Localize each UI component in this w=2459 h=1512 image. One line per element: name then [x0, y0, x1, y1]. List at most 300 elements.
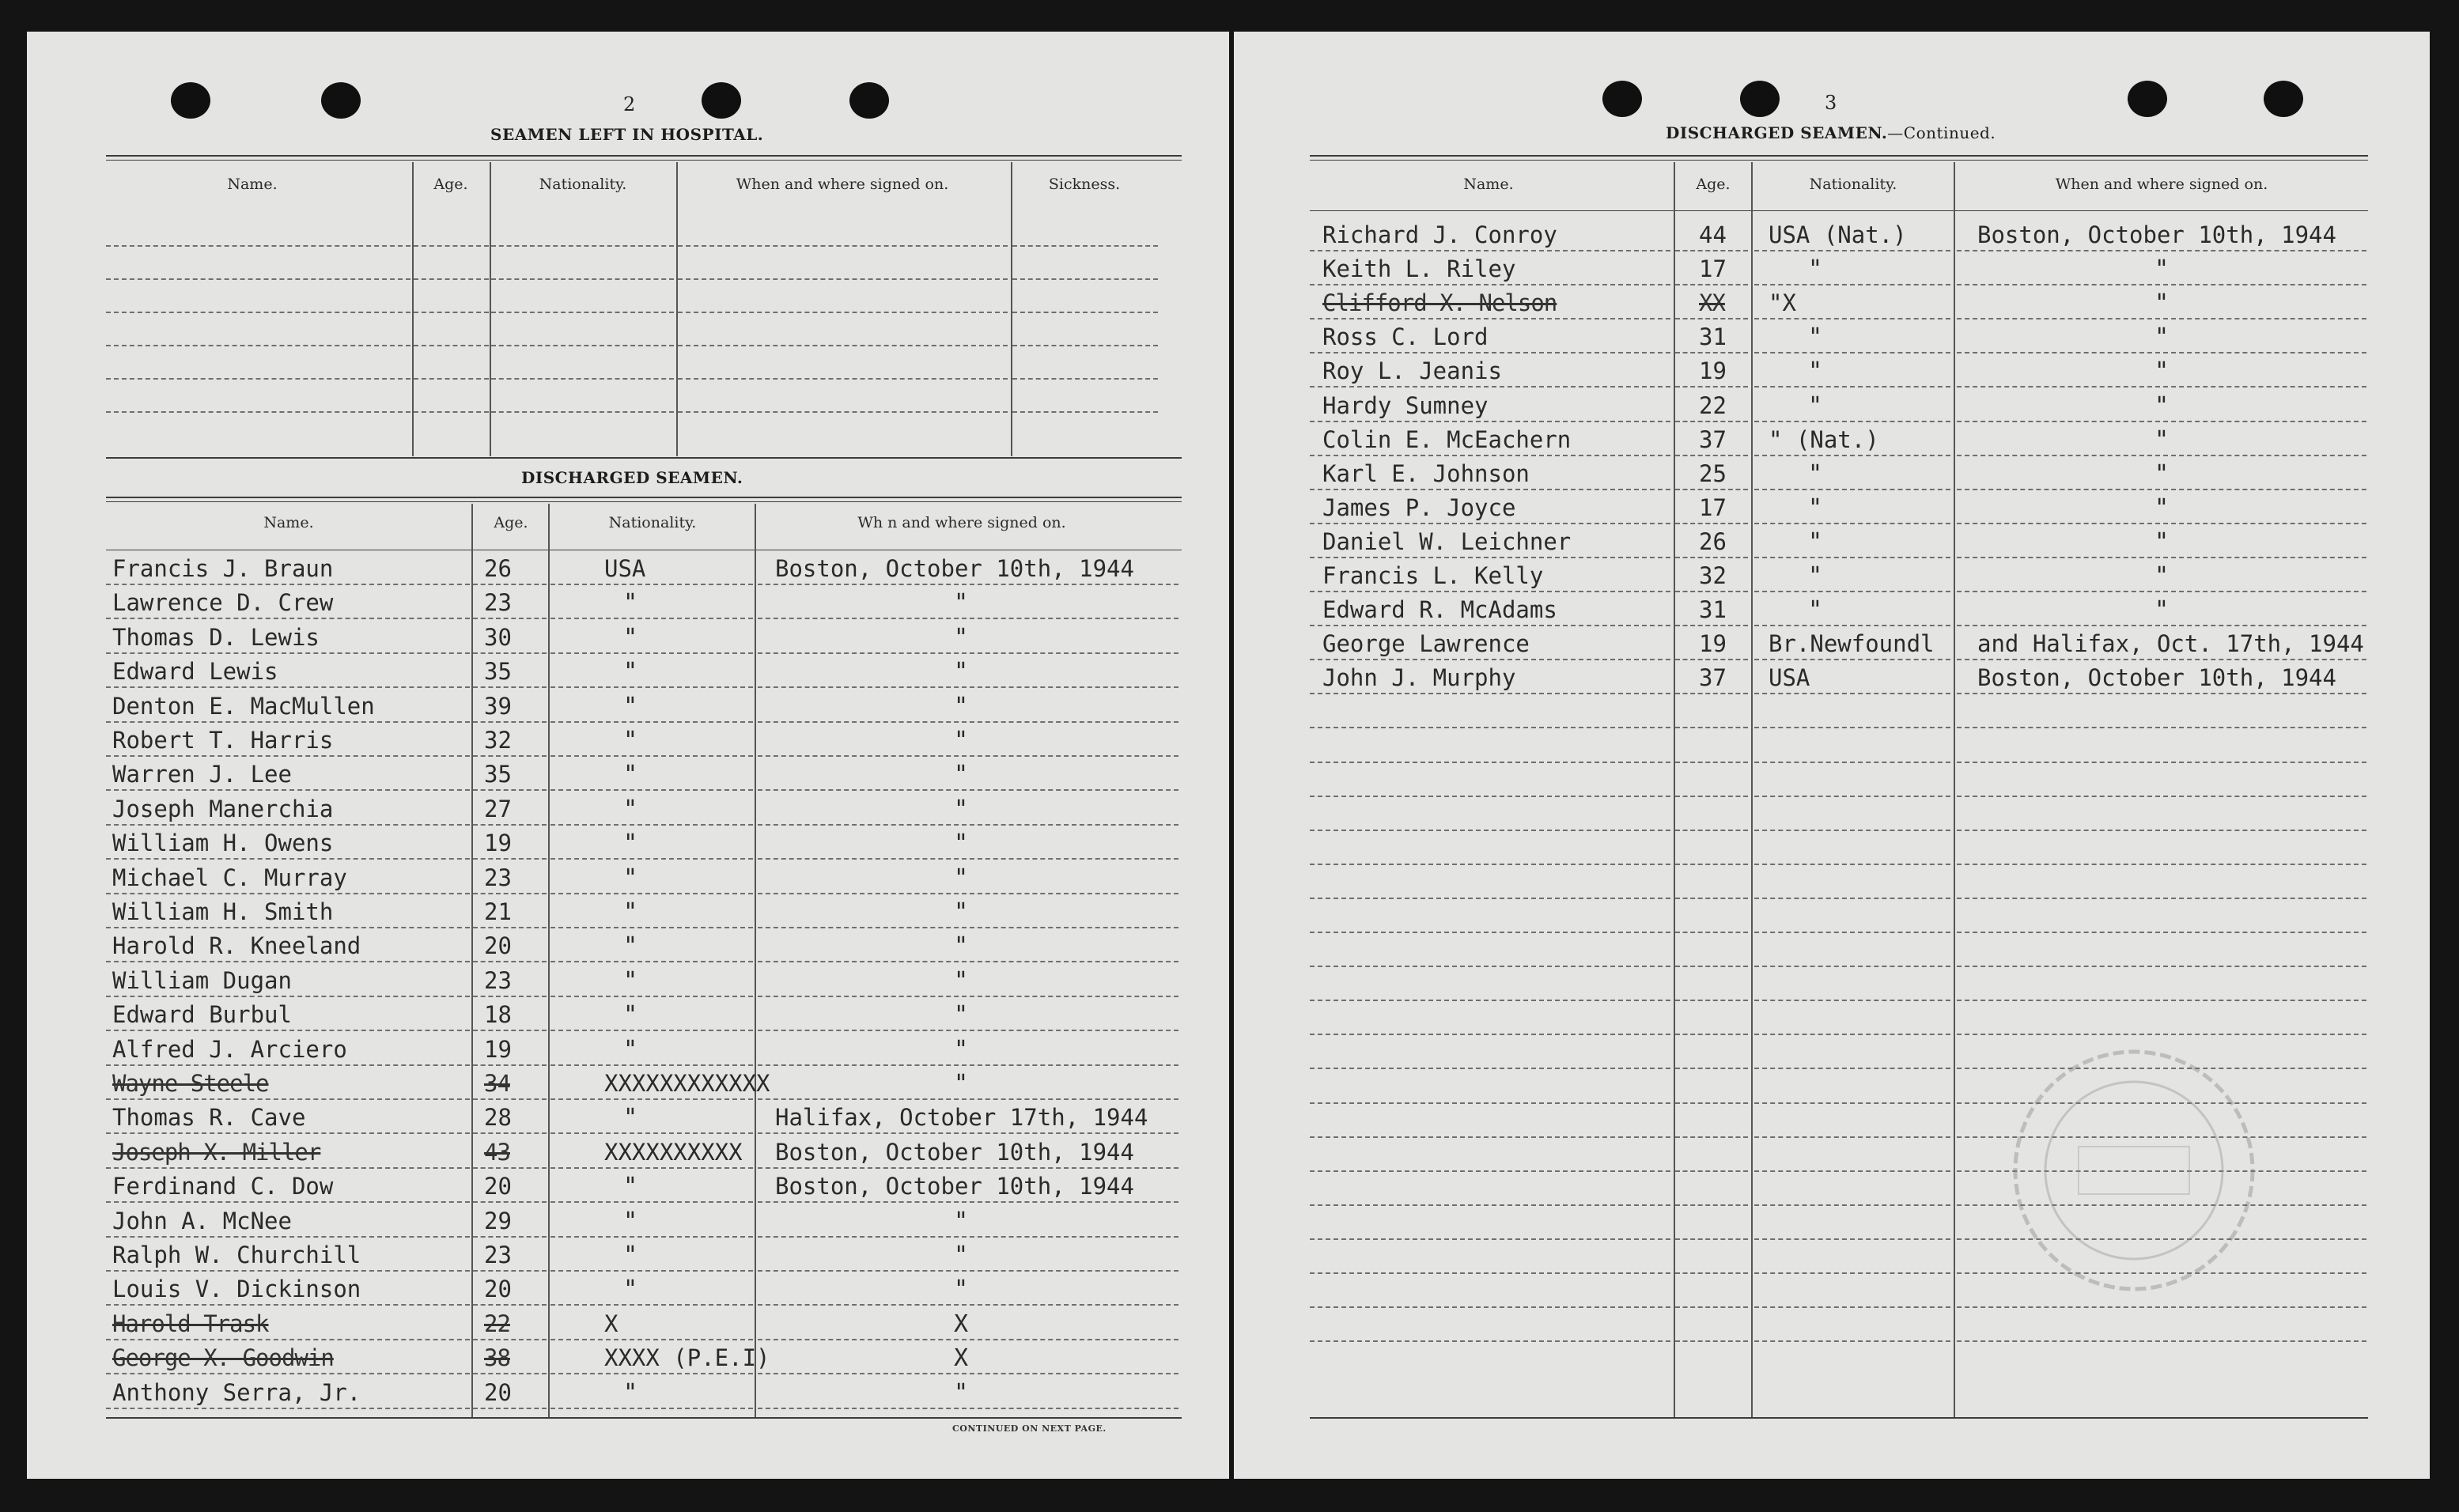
ruled-line — [550, 893, 753, 894]
ruled-line — [1675, 284, 1748, 285]
ruled-line — [1310, 625, 1670, 626]
ruled-line — [106, 961, 470, 962]
ruled-line — [1675, 625, 1748, 626]
ruled-line — [1754, 898, 1950, 899]
ruled-line — [1675, 386, 1748, 387]
ruled-line — [473, 1030, 547, 1031]
ruled-line — [758, 824, 1178, 826]
ruled-line — [1754, 557, 1950, 558]
ruled-line — [550, 996, 753, 997]
ruled-line — [550, 1030, 753, 1031]
rule — [106, 457, 1182, 459]
ruled-line — [1957, 1340, 2366, 1342]
ruled-line — [1754, 1340, 1950, 1342]
seaman-name: Edward Lewis — [112, 658, 278, 686]
ruled-line — [1310, 1068, 1670, 1069]
ruled-line — [1754, 523, 1950, 524]
seaman-name: Thomas D. Lewis — [112, 623, 320, 651]
ruled-line — [1957, 557, 2366, 558]
ruled-line — [473, 721, 547, 723]
seaman-signed-on: " — [954, 692, 969, 720]
ruled-line — [1675, 591, 1748, 592]
ruled-line — [1310, 898, 1670, 899]
ruled-line — [1957, 1306, 2366, 1308]
ruled-line — [473, 652, 547, 654]
seaman-name: Wayne Steele — [112, 1070, 269, 1097]
seaman-age: 35 — [484, 761, 512, 788]
ruled-line — [1675, 1000, 1748, 1001]
ruled-line — [678, 345, 1008, 346]
seaman-name: Ross C. Lord — [1322, 323, 1489, 351]
ruled-line — [473, 1408, 547, 1409]
ruled-line — [1675, 557, 1748, 558]
header-name: Name. — [263, 514, 314, 531]
seaman-signed-on: " — [2154, 289, 2170, 318]
seaman-nationality: " — [623, 1207, 638, 1235]
ruled-line — [1754, 966, 1950, 967]
header-age: Age. — [1696, 176, 1731, 193]
ruled-line — [491, 278, 674, 280]
ruled-line — [758, 893, 1178, 894]
ruled-line — [550, 1408, 753, 1409]
header-sickness: Sickness. — [1048, 176, 1121, 193]
ruled-line — [491, 378, 674, 380]
seaman-signed-on: " — [954, 898, 969, 926]
ruled-line — [106, 1236, 470, 1238]
seaman-name: Edward Burbul — [112, 1001, 292, 1029]
ruled-line — [106, 1373, 470, 1374]
punch-hole — [1602, 81, 1642, 117]
ruled-line — [1957, 386, 2366, 387]
seaman-age: 20 — [484, 1173, 512, 1200]
seaman-signed-on: " — [2154, 255, 2170, 284]
ruled-line — [550, 1098, 753, 1100]
ruled-line — [1754, 864, 1950, 865]
page-number: 2 — [623, 93, 636, 115]
ruled-line — [758, 721, 1178, 723]
ruled-line — [1310, 1272, 1670, 1274]
seaman-signed-on: Boston, October 10th, 1944 — [775, 555, 1134, 582]
ruled-line — [1754, 591, 1950, 592]
seaman-nationality: " — [623, 932, 638, 961]
seaman-age: 20 — [484, 1378, 512, 1406]
seaman-nationality: " — [623, 1104, 638, 1132]
seaman-age: 21 — [484, 898, 512, 925]
seaman-nationality: " — [1808, 527, 1823, 556]
ruled-line — [1957, 693, 2366, 694]
ruled-line — [473, 755, 547, 757]
ruled-line — [491, 411, 674, 413]
seaman-name: Michael C. Murray — [112, 864, 347, 891]
ruled-line — [1957, 898, 2366, 899]
column-rule — [755, 504, 756, 1418]
seaman-nationality: " — [623, 864, 638, 892]
ruled-line — [1675, 318, 1748, 319]
ruled-line — [1310, 591, 1670, 592]
seaman-signed-on: and Halifax, Oct. 17th, 1944 — [1977, 630, 2364, 658]
ruled-line — [550, 652, 753, 654]
seaman-nationality: " — [623, 692, 638, 720]
ruled-line — [1675, 1136, 1748, 1138]
ruled-line — [758, 1304, 1178, 1306]
seaman-age: 23 — [484, 864, 512, 891]
ruled-line — [1957, 1034, 2366, 1035]
ruled-line — [758, 961, 1178, 962]
ruled-line — [1754, 1306, 1950, 1308]
ruled-line — [1675, 898, 1748, 899]
ruled-line — [1675, 932, 1748, 933]
ruled-line — [1957, 932, 2366, 933]
ruled-line — [1754, 1068, 1950, 1069]
seaman-name: William H. Smith — [112, 898, 334, 925]
seaman-nationality: " — [623, 1276, 638, 1304]
ruled-line — [1012, 411, 1158, 413]
ruled-line — [473, 1064, 547, 1066]
ruled-line — [473, 858, 547, 860]
seaman-age: 23 — [484, 589, 512, 617]
seaman-name: Joseph X. Miller — [112, 1138, 321, 1166]
ruled-line — [1675, 796, 1748, 797]
ruled-line — [106, 1132, 470, 1134]
ruled-line — [106, 893, 470, 894]
seaman-signed-on: " — [2154, 596, 2170, 625]
seaman-nationality: " (Nat.) — [1769, 425, 1879, 453]
ruled-line — [106, 996, 470, 997]
rule — [1310, 160, 2368, 161]
ruled-line — [106, 755, 470, 757]
ruled-line — [1754, 284, 1950, 285]
seaman-age: 20 — [484, 1276, 512, 1303]
ruled-line — [1310, 1340, 1670, 1342]
seaman-age: 32 — [1699, 562, 1727, 589]
seaman-age: 27 — [484, 795, 512, 822]
column-rule — [1954, 162, 1955, 1418]
ruled-line — [1675, 1340, 1748, 1342]
seaman-name: Francis J. Braun — [112, 555, 334, 582]
seaman-nationality: " — [1808, 596, 1823, 625]
rule — [1310, 210, 2368, 211]
ruled-line — [1754, 932, 1950, 933]
header-name: Name. — [1463, 176, 1514, 193]
seaman-nationality: " — [1808, 255, 1823, 284]
seaman-age: 19 — [484, 1035, 512, 1063]
ruled-line — [106, 618, 470, 619]
ruled-line — [550, 1373, 753, 1374]
seaman-name: Roy L. Jeanis — [1322, 357, 1502, 385]
ruled-line — [1754, 1204, 1950, 1206]
seaman-age: 22 — [484, 1310, 510, 1337]
seaman-name: Harold Trask — [112, 1310, 269, 1337]
seaman-nationality: " — [623, 727, 638, 754]
continued-suffix: —Continued. — [1887, 123, 1996, 142]
seaman-signed-on: " — [954, 1035, 969, 1064]
seaman-age: 26 — [484, 555, 512, 582]
ruled-line — [758, 1339, 1178, 1340]
ruled-line — [106, 1408, 470, 1409]
ruled-line — [758, 858, 1178, 860]
seaman-signed-on: X — [954, 1344, 969, 1373]
seaman-signed-on: Halifax, October 17th, 1944 — [775, 1104, 1148, 1132]
ruled-line — [1012, 312, 1158, 313]
seaman-signed-on: " — [2154, 391, 2170, 420]
ruled-line — [1310, 1000, 1670, 1001]
seaman-nationality: XXXXXXXXXXXX — [604, 1070, 770, 1097]
seaman-nationality: " — [623, 898, 638, 926]
ruled-line — [758, 755, 1178, 757]
seaman-name: Anthony Serra, Jr. — [112, 1378, 361, 1406]
seaman-name: Joseph Manerchia — [112, 795, 334, 822]
seaman-age: 28 — [484, 1104, 512, 1132]
ruled-line — [1754, 727, 1950, 728]
ruled-line — [1675, 1272, 1748, 1274]
seaman-nationality: " — [1808, 459, 1823, 488]
ruled-line — [1675, 966, 1748, 967]
seaman-age: 34 — [484, 1070, 510, 1097]
seaman-signed-on: " — [2154, 493, 2170, 522]
ruled-line — [1754, 250, 1950, 251]
seaman-age: 22 — [1699, 391, 1727, 419]
seaman-signed-on: " — [2154, 425, 2170, 454]
discharged-section-title: DISCHARGED SEAMEN. — [521, 468, 743, 487]
ruled-line — [106, 927, 470, 928]
ruled-line — [1957, 284, 2366, 285]
ruled-line — [1957, 591, 2366, 592]
ruled-line — [1310, 727, 1670, 728]
ruled-line — [106, 789, 470, 791]
seaman-nationality: X — [604, 1310, 619, 1337]
ruled-line — [1957, 318, 2366, 319]
ruled-line — [1310, 250, 1670, 251]
seaman-age: 39 — [484, 692, 512, 720]
ruled-line — [1310, 796, 1670, 797]
seaman-age: 23 — [484, 966, 512, 994]
seaman-age: 31 — [1699, 323, 1727, 351]
seaman-signed-on: Boston, October 10th, 1944 — [1977, 664, 2336, 692]
ruled-line — [106, 345, 410, 346]
ruled-line — [1754, 386, 1950, 387]
ruled-line — [1675, 523, 1748, 524]
ruled-line — [550, 721, 753, 723]
ruled-line — [106, 1167, 470, 1169]
header-nationality: Nationality. — [539, 176, 627, 193]
seaman-age: 44 — [1699, 221, 1727, 248]
seaman-age: 23 — [484, 1242, 512, 1268]
ruled-line — [106, 411, 410, 413]
seaman-age: 20 — [484, 932, 512, 960]
ruled-line — [1754, 489, 1950, 490]
ruled-line — [758, 1064, 1178, 1066]
seaman-name: Edward R. McAdams — [1322, 596, 1557, 624]
rule — [106, 501, 1182, 502]
ruled-line — [550, 1064, 753, 1066]
seaman-nationality: USA — [604, 555, 646, 582]
seaman-age: 30 — [484, 623, 512, 651]
ruled-line — [550, 927, 753, 928]
seaman-nationality: XXXX (P.E.I) — [604, 1344, 770, 1372]
seaman-signed-on: Boston, October 10th, 1944 — [775, 1173, 1134, 1200]
ruled-line — [473, 584, 547, 585]
seaman-name: Louis V. Dickinson — [112, 1276, 361, 1303]
ruled-line — [1310, 1238, 1670, 1240]
seaman-nationality: "X — [1769, 289, 1796, 317]
seaman-name: Warren J. Lee — [112, 761, 292, 788]
ruled-line — [106, 1270, 470, 1272]
seaman-age: XX — [1699, 289, 1725, 317]
seaman-name: Richard J. Conroy — [1322, 221, 1557, 248]
ruled-line — [1754, 762, 1950, 763]
seaman-age: 32 — [484, 727, 512, 754]
ruled-line — [1675, 489, 1748, 490]
ruled-line — [758, 789, 1178, 791]
ruled-line — [473, 1304, 547, 1306]
ruled-line — [758, 1408, 1178, 1409]
ruled-line — [1675, 1102, 1748, 1104]
ruled-line — [473, 618, 547, 619]
rule — [1310, 1417, 2368, 1419]
received-stamp — [2007, 1044, 2260, 1297]
ruled-line — [106, 1064, 470, 1066]
rule — [106, 155, 1182, 157]
seaman-age: 25 — [1699, 459, 1727, 487]
ruled-line — [1675, 1170, 1748, 1172]
seaman-nationality: USA (Nat.) — [1769, 221, 1907, 248]
seaman-name: George X. Goodwin — [112, 1344, 334, 1372]
continued-footer: CONTINUED ON NEXT PAGE. — [952, 1423, 1107, 1434]
seaman-name: Clifford X. Nelson — [1322, 289, 1557, 317]
seaman-name: Karl E. Johnson — [1322, 459, 1530, 487]
seaman-name: Keith L. Riley — [1322, 255, 1516, 283]
ruled-line — [473, 996, 547, 997]
left-page — [27, 32, 1229, 1479]
ruled-line — [1310, 864, 1670, 865]
ruled-line — [106, 584, 470, 585]
ruled-line — [550, 858, 753, 860]
ruled-line — [473, 686, 547, 688]
ruled-line — [1957, 796, 2366, 797]
seaman-name: George Lawrence — [1322, 630, 1530, 658]
ruled-line — [550, 1236, 753, 1238]
seaman-nationality: " — [1808, 493, 1823, 522]
ruled-line — [106, 858, 470, 860]
ruled-line — [106, 312, 410, 313]
seaman-nationality: " — [1808, 391, 1823, 420]
ruled-line — [1310, 1034, 1670, 1035]
rule — [1310, 155, 2368, 157]
seaman-signed-on: " — [954, 623, 969, 652]
ruled-line — [1012, 345, 1158, 346]
ruled-line — [473, 824, 547, 826]
ruled-line — [1754, 693, 1950, 694]
ruled-line — [1310, 352, 1670, 353]
ruled-line — [473, 1339, 547, 1340]
seaman-nationality: " — [623, 1242, 638, 1269]
ruled-line — [758, 686, 1178, 688]
ruled-line — [1012, 278, 1158, 280]
seaman-signed-on: " — [2154, 562, 2170, 590]
ruled-line — [1957, 830, 2366, 831]
ruled-line — [106, 378, 410, 380]
header-signed: Wh n and where signed on. — [857, 514, 1066, 531]
seaman-nationality: " — [623, 830, 638, 858]
seaman-age: 26 — [1699, 527, 1727, 555]
ruled-line — [550, 961, 753, 962]
ruled-line — [1675, 864, 1748, 865]
page-number: 3 — [1825, 92, 1837, 114]
ruled-line — [1675, 1204, 1748, 1206]
discharged-continued-title — [1666, 123, 1996, 142]
ruled-line — [758, 1270, 1178, 1272]
ruled-line — [1310, 1136, 1670, 1138]
seaman-signed-on: " — [2154, 527, 2170, 556]
ruled-line — [1310, 523, 1670, 524]
seaman-age: 37 — [1699, 425, 1727, 453]
seaman-signed-on: " — [954, 658, 969, 686]
seaman-signed-on: Boston, October 10th, 1944 — [1977, 221, 2336, 248]
ruled-line — [106, 245, 410, 247]
ruled-line — [1957, 421, 2366, 422]
seaman-signed-on: " — [954, 589, 969, 618]
seaman-nationality: " — [623, 623, 638, 652]
ruled-line — [473, 1270, 547, 1272]
ruled-line — [106, 686, 470, 688]
ruled-line — [1675, 1034, 1748, 1035]
ruled-line — [1754, 1272, 1950, 1274]
seaman-age: 38 — [484, 1344, 510, 1372]
seaman-name: Thomas R. Cave — [112, 1104, 306, 1132]
ruled-line — [473, 1373, 547, 1374]
punch-hole — [702, 82, 741, 119]
ruled-line — [550, 1304, 753, 1306]
ruled-line — [1754, 421, 1950, 422]
ruled-line — [1754, 1238, 1950, 1240]
hospital-section-title: SEAMEN LEFT IN HOSPITAL. — [490, 125, 764, 144]
ruled-line — [1310, 1102, 1670, 1104]
ruled-line — [1675, 830, 1748, 831]
seaman-age: 35 — [484, 658, 512, 686]
ruled-line — [550, 1132, 753, 1134]
ruled-line — [1754, 1034, 1950, 1035]
seaman-name: Francis L. Kelly — [1322, 562, 1544, 589]
seaman-nationality: " — [623, 966, 638, 995]
seaman-signed-on: " — [954, 1070, 969, 1098]
ruled-line — [414, 378, 489, 380]
seaman-name: James P. Joyce — [1322, 493, 1516, 521]
ruled-line — [758, 1132, 1178, 1134]
ruled-line — [1310, 966, 1670, 967]
seaman-signed-on: " — [954, 761, 969, 789]
ruled-line — [1754, 659, 1950, 660]
ruled-line — [473, 1167, 547, 1169]
ruled-line — [1754, 455, 1950, 456]
ruled-line — [1957, 625, 2366, 626]
ruled-line — [1754, 318, 1950, 319]
header-age: Age. — [433, 176, 468, 193]
ruled-line — [1675, 455, 1748, 456]
ruled-line — [1675, 352, 1748, 353]
ruled-line — [678, 278, 1008, 280]
ruled-line — [678, 378, 1008, 380]
ruled-line — [1310, 932, 1670, 933]
seaman-name: Ferdinand C. Dow — [112, 1173, 334, 1200]
ruled-line — [1957, 864, 2366, 865]
ruled-line — [473, 1098, 547, 1100]
ruled-line — [550, 1339, 753, 1340]
ruled-line — [550, 686, 753, 688]
seaman-age: 31 — [1699, 596, 1727, 624]
ruled-line — [1957, 1000, 2366, 1001]
ruled-line — [758, 1098, 1178, 1100]
seaman-age: 29 — [484, 1207, 512, 1234]
